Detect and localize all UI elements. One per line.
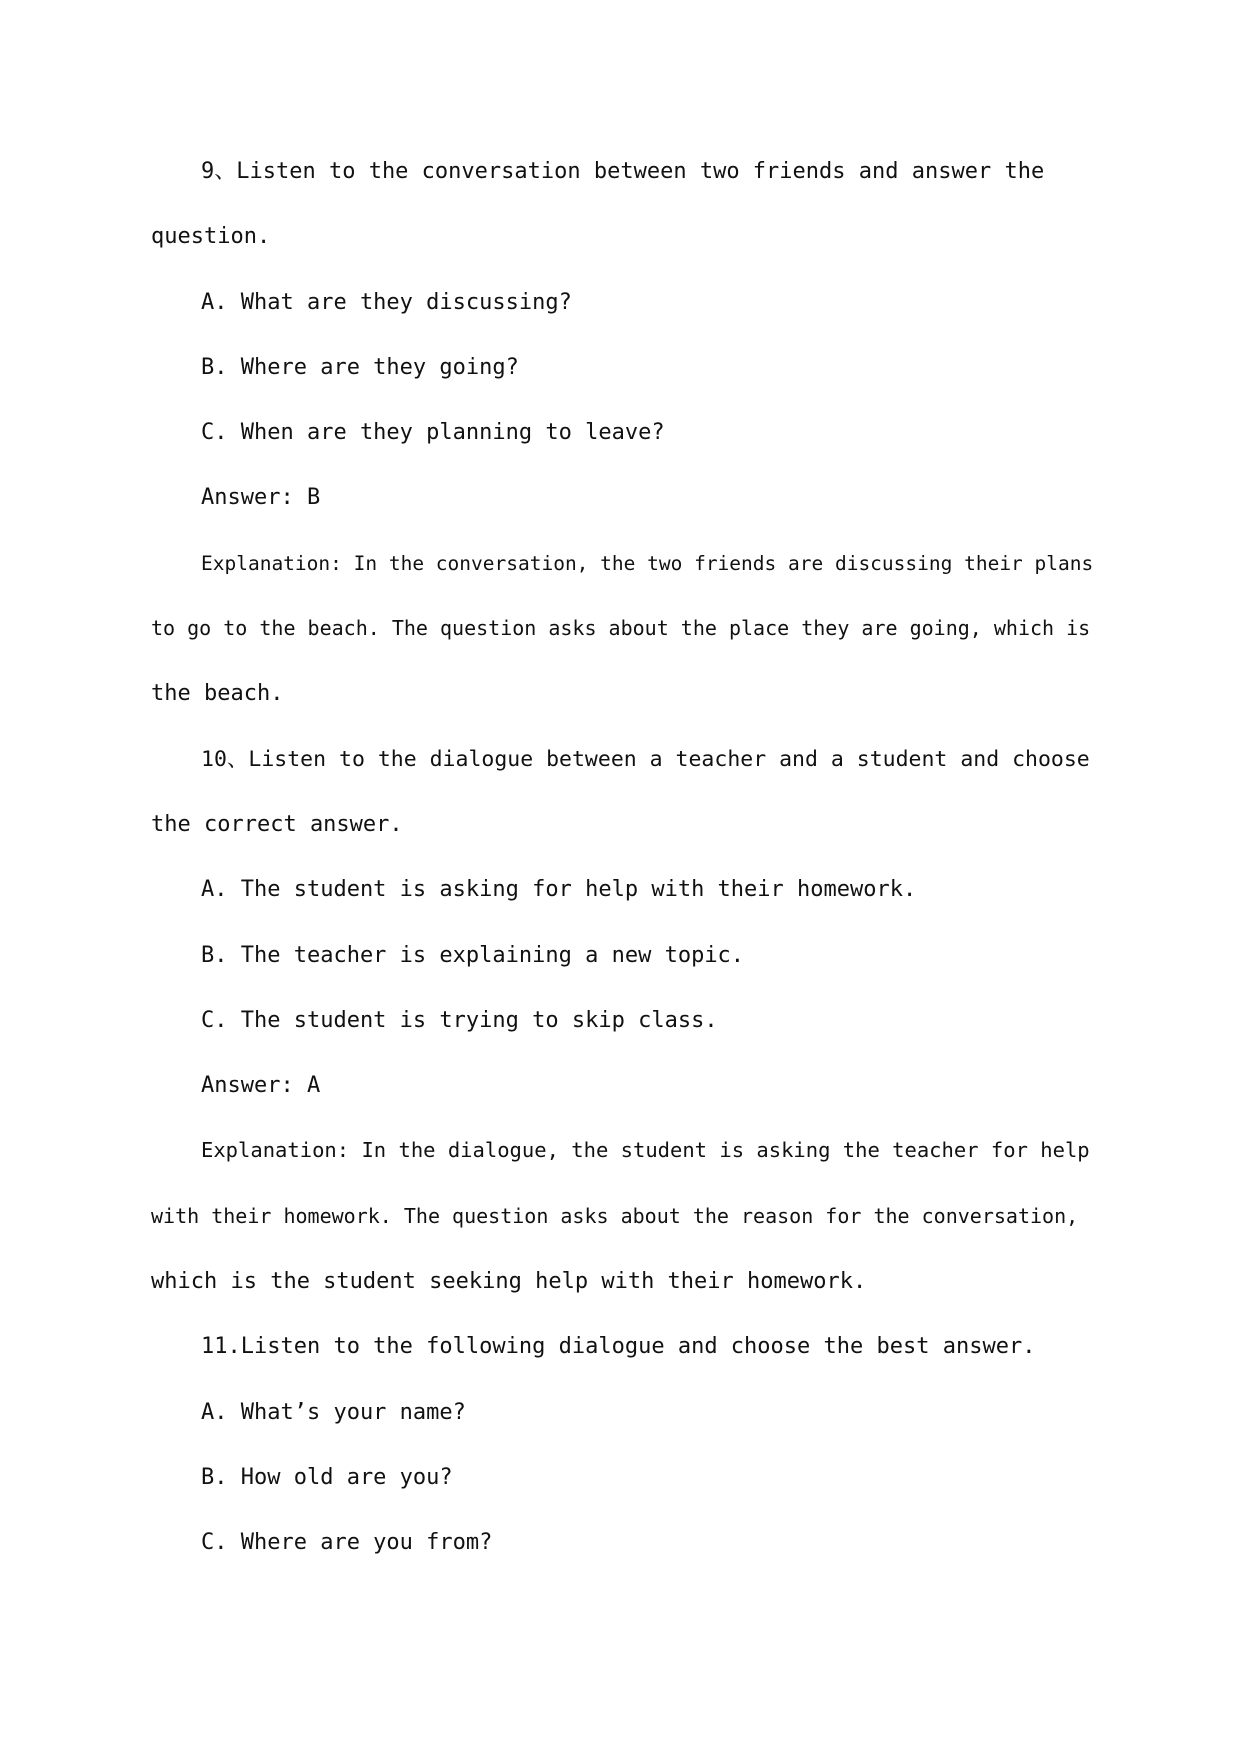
explanation-line: which is the student seeking help with their homework. — [151, 1269, 867, 1295]
answer-line: Answer: B — [201, 485, 321, 511]
option-a: A. The student is asking for help with their homework. — [201, 877, 917, 903]
explanation-line: with their homework. The question asks about the reason for the conversation, — [151, 1203, 1079, 1228]
explanation-line: to go to the beach. The question asks about the place they are going, which is — [151, 616, 1091, 641]
option-b: B. How old are you? — [201, 1464, 453, 1490]
question-prompt: 9、Listen to the conversation between two friends and answer the — [201, 159, 1045, 184]
option-c: C. The student is trying to skip class. — [201, 1007, 718, 1033]
option-b: B. The teacher is explaining a new topic. — [201, 942, 745, 968]
document-page — [151, 139, 1099, 1576]
option-c: C. Where are you from? — [201, 1530, 493, 1556]
option-a: A. What are they discussing? — [201, 289, 572, 315]
question-prompt: 10、Listen to the dialogue between a teacher and a student and choose — [201, 746, 1090, 772]
question-prompt-continued: question. — [151, 224, 271, 250]
question-9 — [151, 139, 1099, 727]
question-prompt-continued: the correct answer. — [151, 811, 403, 837]
explanation-line: Explanation: In the conversation, the two friends are discussing their plans — [201, 551, 1094, 575]
explanation-line: the beach. — [151, 681, 284, 707]
option-c: C. When are they planning to leave? — [201, 420, 665, 446]
answer-line: Answer: A — [201, 1073, 321, 1099]
question-10 — [151, 727, 1099, 1315]
option-b: B. Where are they going? — [201, 354, 519, 380]
question-11 — [151, 1314, 1099, 1575]
option-a: A. What’s your name? — [201, 1399, 466, 1425]
question-prompt: 11.Listen to the following dialogue and choose the best answer. — [201, 1334, 1036, 1360]
explanation-line: Explanation: In the dialogue, the student is asking the teacher for help — [201, 1138, 1090, 1163]
